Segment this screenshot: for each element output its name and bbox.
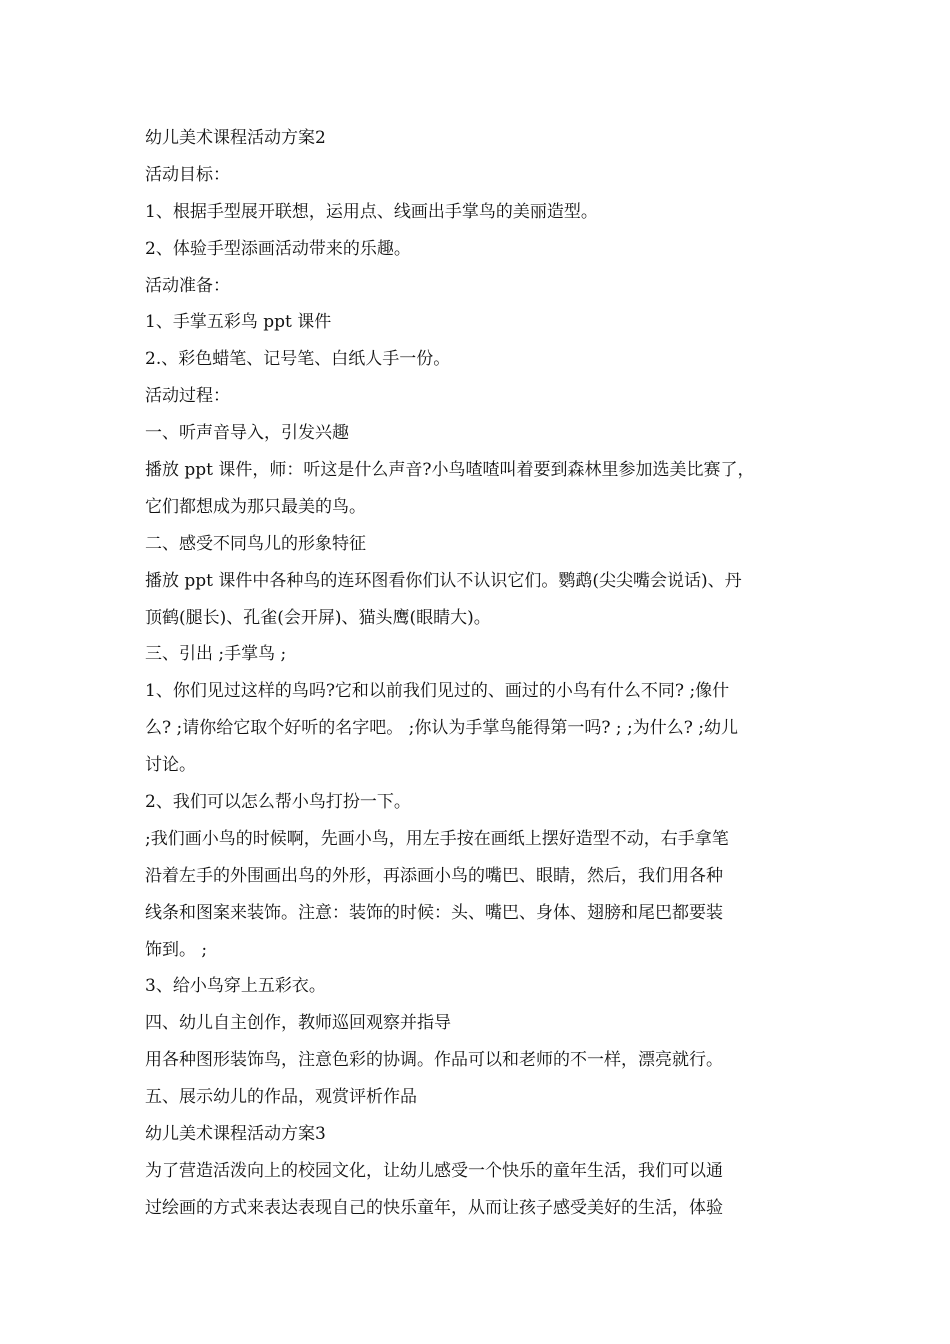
paragraph-line: 顶鹤(腿长)、孔雀(会开屏)、猫头鹰(眼睛大)。 [145, 607, 491, 628]
paragraph-line: ;我们画小鸟的时候啊，先画小鸟，用左手按在画纸上摆好造型不动，右手拿笔 [145, 828, 729, 849]
paragraph-line: 用各种图形装饰鸟，注意色彩的协调。作品可以和老师的不一样，漂亮就行。 [145, 1050, 723, 1071]
list-item: 2、体验手型添画活动带来的乐趣。 [145, 238, 411, 259]
paragraph-line: 么? ;请你给它取个好听的名字吧。 ;你认为手掌鸟能得第一吗? ; ;为什么? ;幼儿 [145, 718, 738, 739]
step-heading: 四、幼儿自主创作，教师巡回观察并指导 [145, 1013, 451, 1034]
paragraph-line: 线条和图案来装饰。注意：装饰的时候：头、嘴巴、身体、翅膀和尾巴都要装 [145, 902, 723, 923]
document-body [145, 120, 815, 1227]
paragraph-line: 讨论。 [145, 755, 196, 776]
step-heading: 一、听声音导入，引发兴趣 [145, 423, 349, 444]
section-title: 幼儿美术课程活动方案3 [145, 1124, 326, 1145]
section-title: 幼儿美术课程活动方案2 [145, 128, 326, 148]
list-item: 1、手掌五彩鸟 ppt 课件 [145, 312, 332, 333]
paragraph-line: 过绘画的方式来表达表现自己的快乐童年，从而让孩子感受美好的生活，体验 [145, 1197, 723, 1218]
step-heading: 五、展示幼儿的作品，观赏评析作品 [145, 1087, 417, 1108]
subheading: 活动准备： [145, 275, 230, 296]
paragraph-line: 为了营造活泼向上的校园文化，让幼儿感受一个快乐的童年生活，我们可以通 [145, 1160, 723, 1181]
paragraph-line: 播放 ppt 课件中各种鸟的连环图看你们认不认识它们。鹦鹉(尖尖嘴会说话)、丹 [145, 570, 742, 591]
paragraph-line: 1、你们见过这样的鸟吗?它和以前我们见过的、画过的小鸟有什么不同? ;像什 [145, 681, 730, 702]
step-heading: 二、感受不同鸟儿的形象特征 [145, 533, 366, 554]
subheading: 活动过程： [145, 386, 230, 407]
paragraph-line: 沿着左手的外围画出鸟的外形，再添画小鸟的嘴巴、眼睛，然后，我们用各种 [145, 865, 723, 886]
list-item: 2.、彩色蜡笔、记号笔、白纸人手一份。 [145, 349, 451, 370]
step-heading: 三、引出 ;手掌鸟 ; [145, 644, 287, 665]
list-item: 2、我们可以怎么帮小鸟打扮一下。 [145, 792, 411, 813]
subheading: 活动目标： [145, 164, 230, 185]
paragraph-line: 饰到。 ; [145, 939, 208, 960]
paragraph-line: 播放 ppt 课件，师：听这是什么声音?小鸟喳喳叫着要到森林里参加选美比赛了， [145, 460, 755, 481]
list-item: 3、给小鸟穿上五彩衣。 [145, 976, 326, 997]
list-item: 1、根据手型展开联想，运用点、线画出手掌鸟的美丽造型。 [145, 201, 598, 222]
paragraph-line: 它们都想成为那只最美的鸟。 [145, 496, 366, 517]
